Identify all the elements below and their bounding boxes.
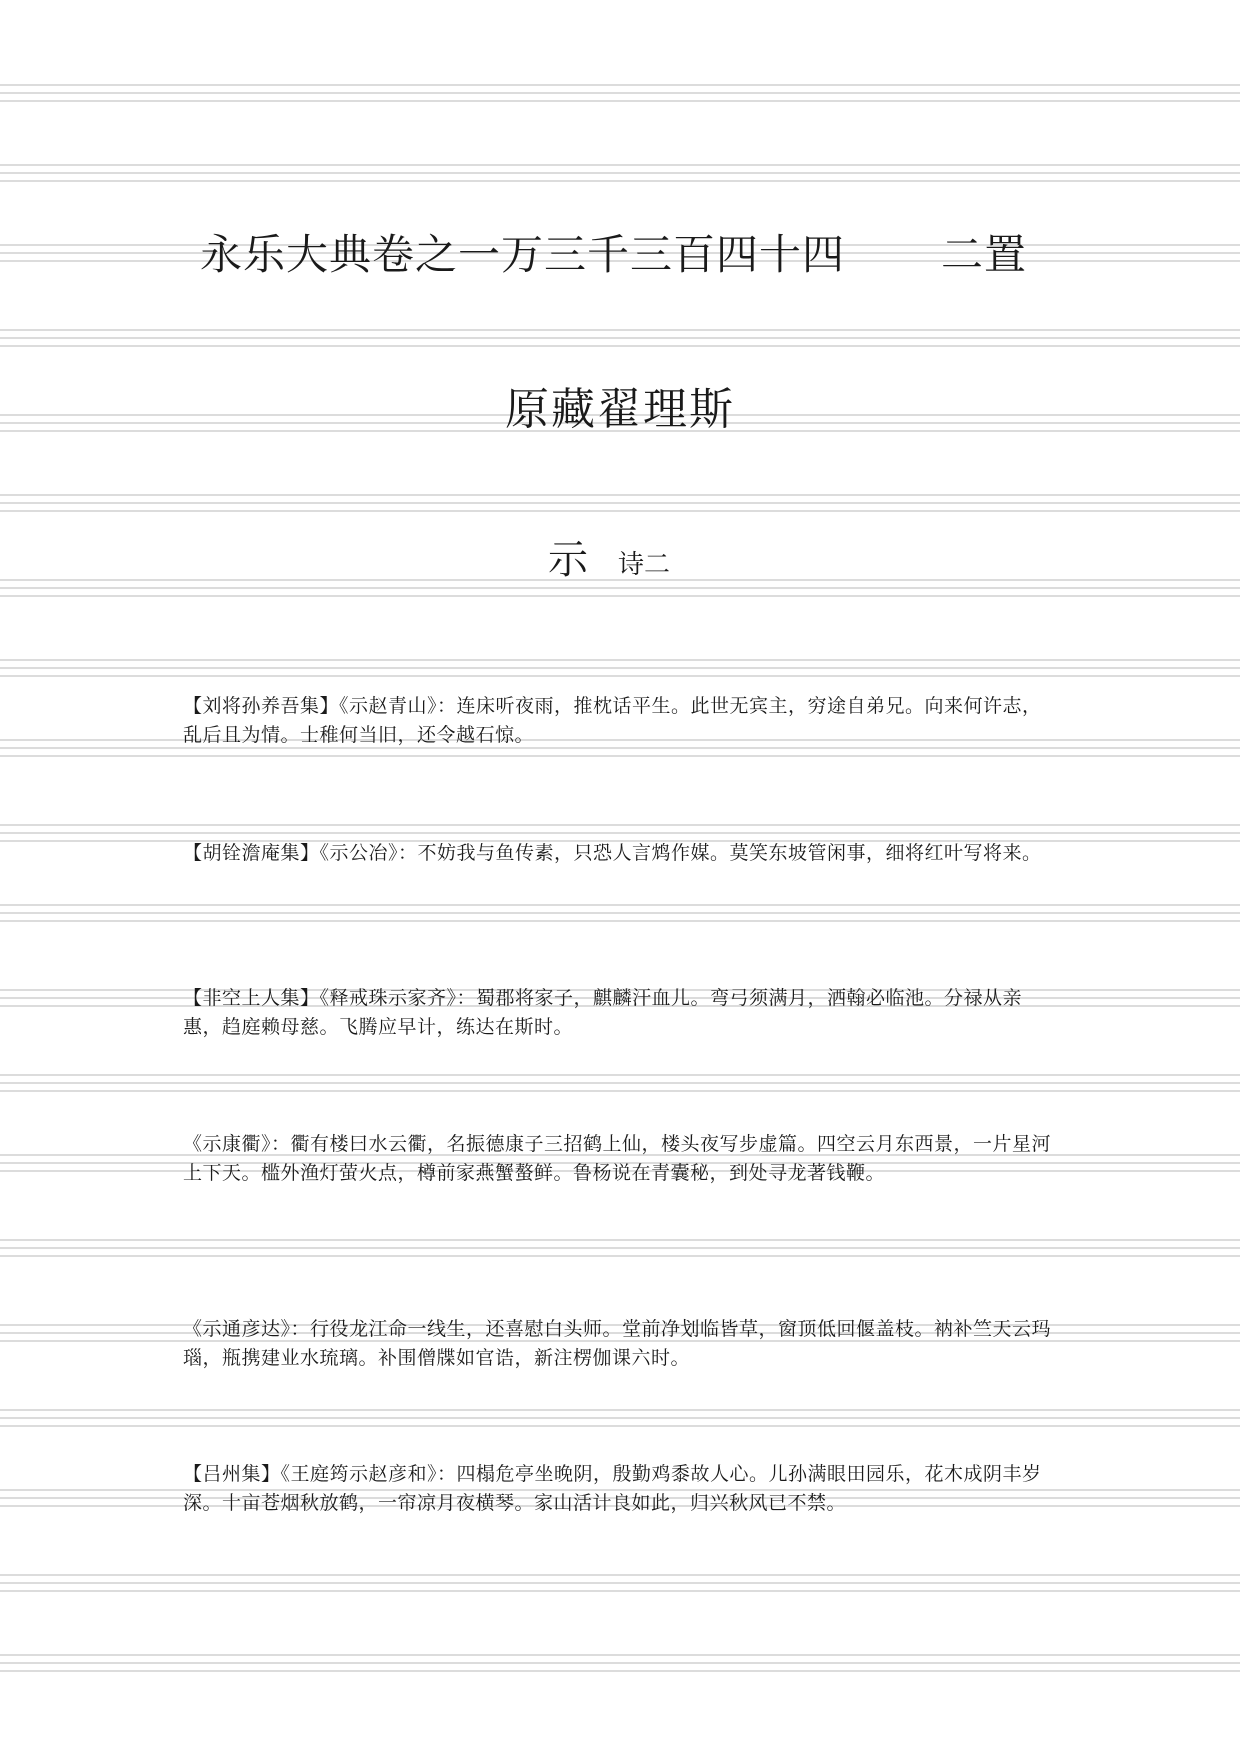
volume-title-main: 永乐大典卷之一万三千三百四十四: [200, 230, 846, 279]
section-heading: [548, 528, 670, 585]
poem-entry-4: 《示康衢》：衢有楼曰水云衢，名振德康子三招鹤上仙，楼头夜写步虚篇。四空云月东西景，一片星河上下天。槛外渔灯萤火点，樽前家燕蟹螯鲜。鲁杨说在青囊秘，到处寻龙著钱鞭。: [183, 1133, 1052, 1184]
section-note: 诗二: [618, 550, 671, 580]
poem-entry-1: 【刘将孙养吾集】《示赵青山》：连床听夜雨，推枕话平生。此世无宾主，穷途自弟兄。向来何许志，乱后且为情。士稚何当旧，还令越石惊。: [183, 695, 1042, 746]
poem-entry-6: 【吕州集】《王庭筠示赵彦和》：四榻危亭坐晚阴，殷勤鸡黍故人心。儿孙满眼田园乐，花木成阴丰岁深。十亩苍烟秋放鹤，一帘凉月夜横琴。家山活计良如此，归兴秋风已不禁。: [183, 1463, 1042, 1514]
section-char: 示: [548, 537, 588, 583]
poem-entry-2: 【胡铨澹庵集】《示公冶》：不妨我与鱼传素，只恐人言鸩作媒。莫笑东坡管闲事，细将红叶写将来。: [183, 842, 1042, 864]
poem-entry-5: 《示通彦达》：行役龙江命一线生，还喜慰白头师。堂前净划临皆草，窗顶低回偃盖枝。衲补竺天云玛瑙，瓶携建业水琉璃。补围僧牒如官诰，新注楞伽课六时。: [183, 1318, 1052, 1369]
volume-title-suffix: 二置: [941, 230, 1028, 279]
poem-entry-3: 【非空上人集】《释戒珠示家齐》：蜀郡将家子，麒麟汗血儿。弯弓须满月，洒翰必临池。分禄从亲惠，趋庭赖母慈。飞腾应早计，练达在斯时。: [183, 987, 1023, 1038]
collection-note: 原藏翟理斯: [505, 384, 735, 435]
volume-title: [200, 222, 1040, 282]
